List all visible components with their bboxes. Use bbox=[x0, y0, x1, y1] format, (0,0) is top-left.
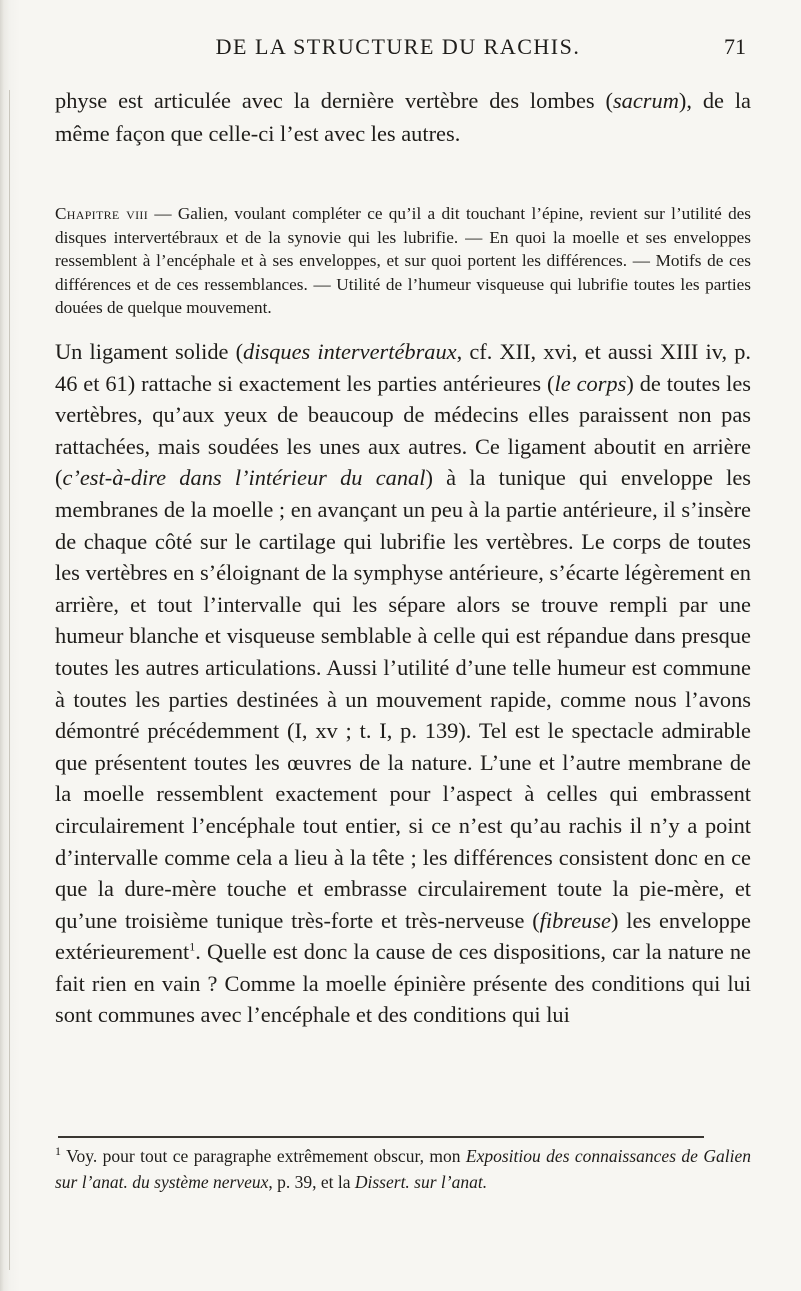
chapter-label: Chapitre viii bbox=[55, 204, 149, 223]
footnote bbox=[55, 1143, 751, 1195]
footnote-rule bbox=[58, 1136, 704, 1138]
footnote-italic: Expositiou des connaissances de Galien sur l’anat. du système nerveux bbox=[55, 1146, 751, 1192]
footnote-italic: Dissert. sur l’anat. bbox=[354, 1172, 488, 1192]
body-text: ) de toutes les vertèbres, qu’aux yeux de beaucoup de médecins elles paraissent non pas rattachées, mais soudées les unes aux autres. Ce ligament aboutit en arrière ( bbox=[55, 370, 751, 491]
body-text: , cf. XII, xvi, et aussi XIII iv, p. 46 et 61) rattache si exactement les parties antérieures ( bbox=[55, 339, 751, 396]
intro-paragraph bbox=[55, 84, 751, 150]
page-number: 71 bbox=[724, 34, 746, 59]
footnote-text: Voy. pour tout ce paragraphe extrêmement obscur, mon bbox=[61, 1146, 466, 1166]
chapter-summary-text: — Galien, voulant compléter ce qu’il a dit touchant l’épine, revient sur l’utilité des disques intervertébraux et de la synovie qui les lubrifie. — En quoi la moelle et ses enveloppes ressemblent à l’encéphale et à ses enveloppes, et sur quoi portent les différences. — Motifs de ces différences et de ces ressemblances. — Utilité de l’humeur visqueuse qui lubrifie toutes les parties douées de quelque mouvement. bbox=[55, 204, 751, 317]
body-italic: fibreuse bbox=[539, 907, 611, 933]
body-italic: c’est-à-dire dans l’intérieur du canal bbox=[62, 465, 426, 491]
gutter-line bbox=[9, 90, 10, 1270]
body-italic: disques intervertébraux bbox=[243, 339, 457, 364]
body-text: Un ligament solide ( bbox=[55, 339, 244, 364]
body-italic: le corps bbox=[554, 370, 627, 396]
book-spine-shadow bbox=[0, 0, 20, 1291]
running-head: DE LA STRUCTURE DU RACHIS. bbox=[215, 34, 581, 59]
footnote-marker: 1 bbox=[55, 1144, 61, 1159]
body-text: ) les enveloppe extérieurement bbox=[55, 907, 751, 965]
intro-italic-sacrum: sacrum bbox=[612, 88, 679, 113]
footnote-reference: 1 bbox=[189, 939, 196, 954]
body-paragraph bbox=[55, 336, 751, 1031]
intro-text-c: ), de la même façon que celle-ci l’est avec les autres. bbox=[55, 88, 752, 146]
chapter-summary bbox=[55, 202, 751, 320]
body-text: . Quelle est donc la cause de ces dispositions, car la nature ne fait rien en vain ? Comme la moelle épinière présente des conditions qui lui sont communes avec l’encéphale et des conditions qui lui bbox=[55, 939, 751, 1028]
intro-text-a: physe est articulée avec la dernière vertèbre des lombes ( bbox=[55, 88, 613, 113]
body-text: ) à la tunique qui enveloppe les membranes de la moelle ; en avançant un peu à la partie antérieure, il s’insère de chaque côté sur le cartilage qui lubrifie les vertèbres. Le corps de toutes les vertèbres en s’éloignant de la symphyse antérieure, s’écarte légèrement en arrière, et tout l’intervalle qui les sépare alors se trouve rempli par une humeur blanche et visqueuse semblable à celle qui est répandue dans presque toutes les autres articulations. Aussi l’utilité d’une telle humeur est commune à toutes les parties destinées à un mouvement rapide, comme nous l’avons démontré précédemment (I, xv ; t. I, p. 139). Tel est le spectacle admirable que présentent toutes les œuvres de la nature. L’une et l’autre membrane de la moelle ressemblent exactement pour l’aspect à celles qui embrassent circulairement l’encéphale tout entier, si ce n’est qu’au rachis il n’y a point d’intervalle comme cela a lieu à la tête ; les différences consistent donc en ce que la dure-mère touche et embrasse circulairement toute la pie-mère, et qu’une troisième tunique très-forte et très-nerveuse ( bbox=[55, 465, 751, 933]
footnote-text: , p. 39, et la bbox=[268, 1172, 355, 1192]
page-header bbox=[98, 34, 746, 66]
